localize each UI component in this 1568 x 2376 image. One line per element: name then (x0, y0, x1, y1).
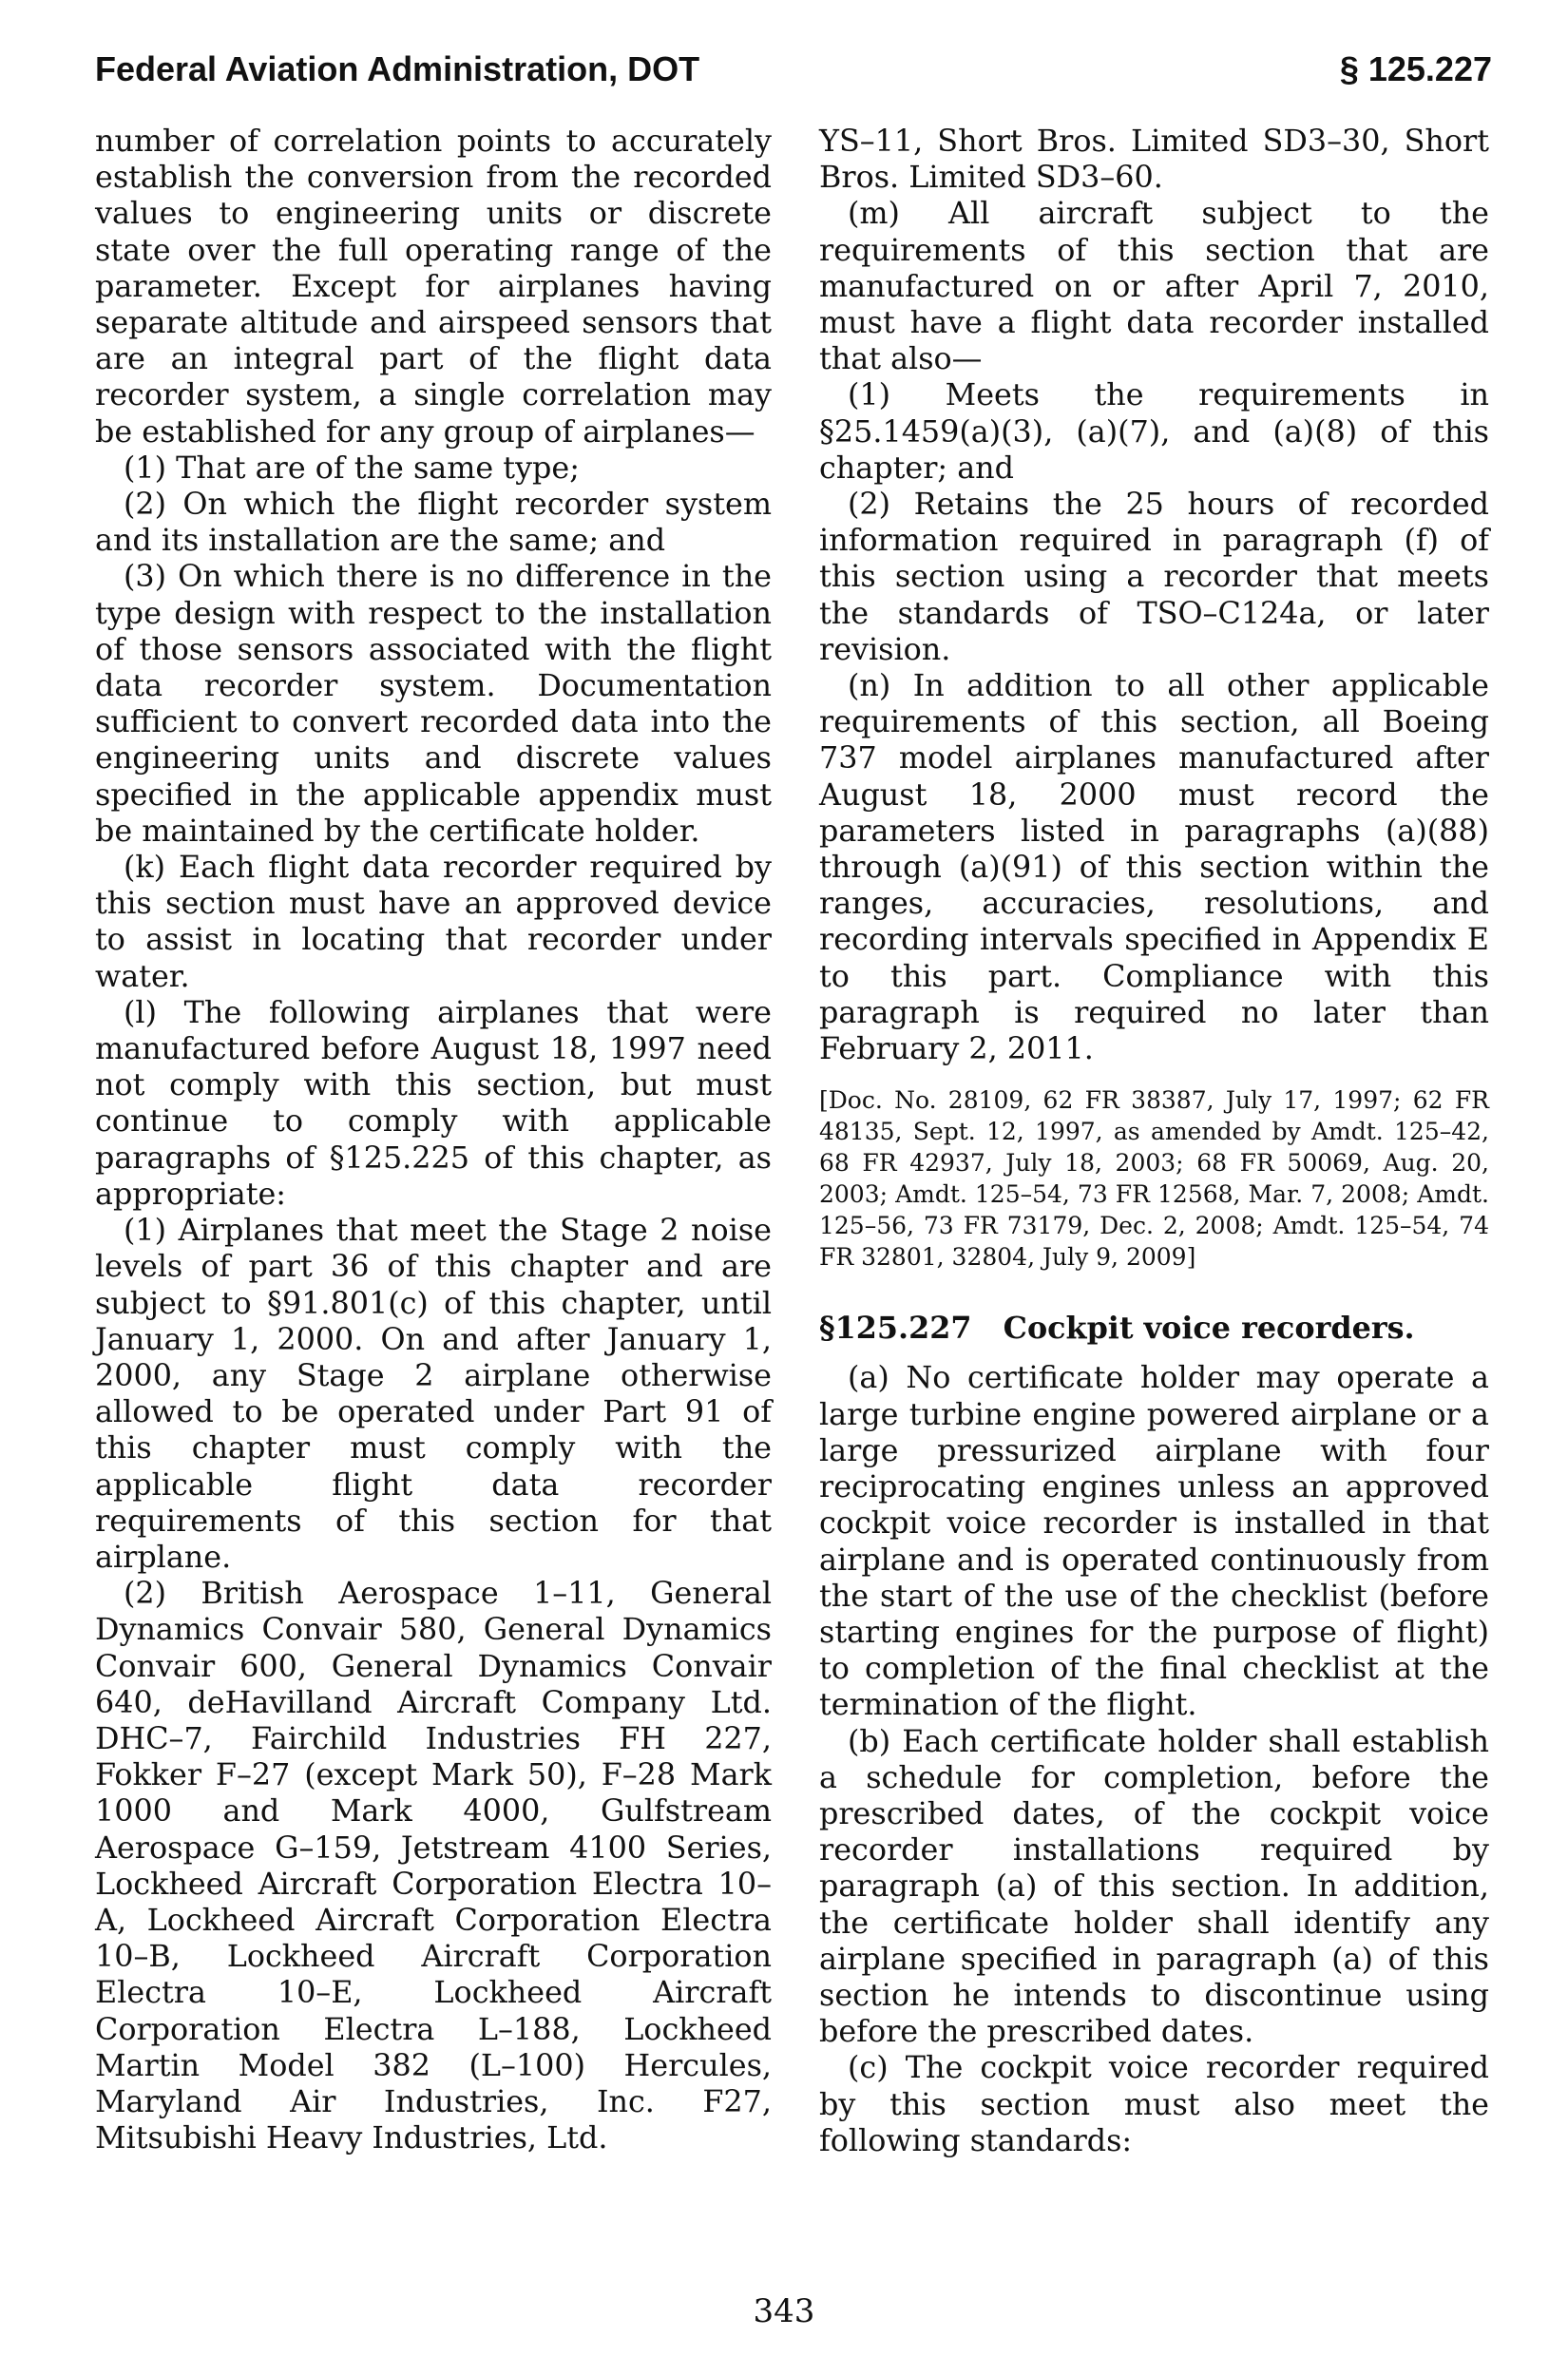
paragraph-l: (l) The following airplanes that were manufactured before August 18, 1997 need not comply with this section, but must continue to comply with applicable paragraphs of §125.225 of this chapter, as appropriate: (95, 994, 772, 1212)
header-agency: Federal Aviation Administration, DOT (95, 49, 700, 88)
paragraph-j-2: (2) On which the flight recorder system and its installation are the same; and (95, 487, 772, 559)
paragraph-b: (b) Each certificate holder shall establish a schedule for completion, before the prescribed dates, of the cockpit voice recorder installations required by paragraph (a) of this section. In addition, the certificate holder shall identify any airplane specified in paragraph (a) of this section he intends to discontinue using before the prescribed dates. (819, 1723, 1489, 2050)
header-section: § 125.227 (1339, 49, 1492, 88)
section-title: Cockpit voice recorders. (1003, 1311, 1415, 1347)
section-heading (819, 1311, 1489, 1347)
paragraph-l-2-continuation: YS–11, Short Bros. Limited SD3–30, Short Bros. Limited SD3–60. (819, 124, 1489, 196)
paragraph-k: (k) Each flight data recorder required by this section must have an approved device to assist in locating that recorder under water. (95, 850, 772, 994)
right-column (819, 124, 1489, 2159)
page-number: 343 (753, 2292, 815, 2330)
left-column (95, 124, 772, 2156)
paragraph-l-2: (2) British Aerospace 1–11, General Dynamics Convair 580, General Dynamics Convair 600, General Dynamics Convair 640, deHavilland Aircraft Company Ltd. DHC–7, Fairchild Industries FH 227, Fokker F–27 (except Mark 50), F–28 Mark 1000 and Mark 4000, Gulfstream Aerospace G–159, Jetstream 4100 Series, Lockheed Aircraft Corporation Electra 10–A, Lockheed Aircraft Corporation Electra 10–B, Lockheed Aircraft Corporation Electra 10–E, Lockheed Aircraft Corporation Electra L–188, Lockheed Martin Model 382 (L–100) Hercules, Maryland Air Industries, Inc. F27, Mitsubishi Heavy Industries, Ltd. (95, 1576, 772, 2156)
paragraph-continuation: number of correlation points to accurately establish the conversion from the recorded values to engineering units or discrete state over the full operating range of the parameter. Except for airplanes having separate altitude and airspeed sensors that are an integral part of the flight data recorder system, a single correlation may be established for any group of airplanes— (95, 124, 772, 450)
section-number: §125.227 (819, 1311, 972, 1347)
paragraph-c: (c) The cockpit voice recorder required by this section must also meet the following standards: (819, 2050, 1489, 2158)
running-header (95, 49, 1492, 106)
paragraph-j-3: (3) On which there is no difference in the type design with respect to the installation of those sensors associated with the flight data recorder system. Documentation sufficient to convert recorded data into the engineering units and discrete values specified in the applicable appendix must be maintained by the certificate holder. (95, 559, 772, 849)
paragraph-a: (a) No certificate holder may operate a large turbine engine powered airplane or a large pressurized airplane with four reciprocating engines unless an approved cockpit voice recorder is installed in that airplane and is operated continuously from the start of the use of the checklist (before starting engines for the purpose of flight) to completion of the final checklist at the termination of the flight. (819, 1360, 1489, 1723)
source-note: [Doc. No. 28109, 62 FR 38387, July 17, 1997; 62 FR 48135, Sept. 12, 1997, as amended by Amdt. 125–42, 68 FR 42937, July 18, 2003; 68 FR 50069, Aug. 20, 2003; Amdt. 125–54, 73 FR 12568, Mar. 7, 2008; Amdt. 125–56, 73 FR 73179, Dec. 2, 2008; Amdt. 125–54, 74 FR 32801, 32804, July 9, 2009] (819, 1086, 1489, 1272)
paragraph-m-1: (1) Meets the requirements in §25.1459(a)(3), (a)(7), and (a)(8) of this chapter; and (819, 377, 1489, 486)
paragraph-j-1: (1) That are of the same type; (124, 450, 580, 486)
paragraph-n: (n) In addition to all other applicable requirements of this section, all Boeing 737 model airplanes manufactured after August 18, 2000 must record the parameters listed in paragraphs (a)(88) through (a)(91) of this section within the ranges, accuracies, resolutions, and recording intervals specified in Appendix E to this part. Compliance with this paragraph is required no later than February 2, 2011. (819, 668, 1489, 1067)
paragraph-m-2: (2) Retains the 25 hours of recorded information required in paragraph (f) of this section using a recorder that meets the standards of TSO–C124a, or later revision. (819, 487, 1489, 667)
paragraph-m: (m) All aircraft subject to the requirements of this section that are manufactured on or after April 7, 2010, must have a flight data recorder installed that also— (819, 196, 1489, 377)
paragraph-l-1: (1) Airplanes that meet the Stage 2 noise levels of part 36 of this chapter and are subject to §91.801(c) of this chapter, until January 1, 2000. On and after January 1, 2000, any Stage 2 airplane otherwise allowed to be operated under Part 91 of this chapter must comply with the applicable flight data recorder requirements of this section for that airplane. (95, 1213, 772, 1575)
